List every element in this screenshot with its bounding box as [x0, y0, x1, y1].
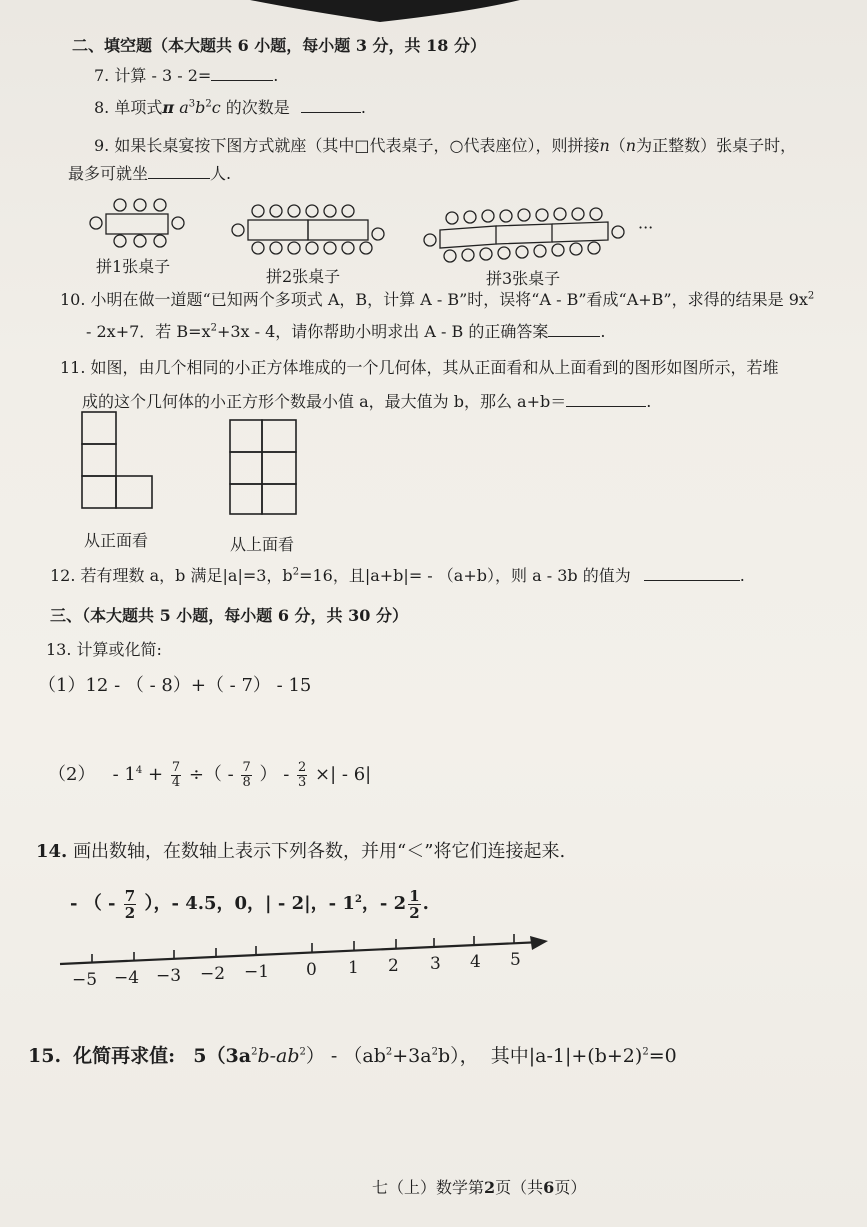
- tick-label: 1: [348, 958, 359, 978]
- question-10-line1: 10. 小明在做一道题“已知两个多项式 A，B，计算 A - B”时，误将“A - B”看成“A+B”，求得的结果是 $9x^2$: [60, 290, 815, 309]
- question-11-line2: 成的这个几何体的小正方形个数最小值 a，最大值为 b，那么 a+b＝ .: [82, 392, 652, 411]
- question-14-title: 14. 画出数轴，在数轴上表示下列各数，并用“＜”将它们连接起来.: [36, 841, 566, 862]
- question-9-line2: 最多可就坐 人.: [68, 164, 232, 183]
- question-13-part1: （1）12 - （ - 8）+（ - 7） - 15: [38, 675, 312, 696]
- tick-label: 0: [306, 960, 317, 980]
- top-view-figure: [228, 418, 308, 518]
- top-view-label: 从上面看: [230, 535, 295, 554]
- figure-2-label: 拼2张桌子: [266, 267, 341, 286]
- question-14-numbers: - （ - $\frac{7}{2}$ ），- 4.5，0，| - 2|，- $1^2$，- 2 $\frac{1}{2}$ .: [70, 886, 429, 922]
- tick-label: 3: [430, 954, 441, 974]
- question-12: 12. 若有理数 a，b 满足|a|=3，$b^2=16$，且|a+b|= - （a+b），则 a - 3b 的值为 .: [50, 566, 745, 585]
- tick-label: −1: [244, 962, 270, 982]
- tick-label: −3: [156, 966, 182, 986]
- section3-title: 三、（本大题共 5 小题，每小题 6 分，共 30 分）: [50, 606, 408, 625]
- table-figure-2: [230, 204, 390, 254]
- question-10-line2: - 2x+7．若 $B=x^2+3x - 4$，请你帮助小明求出 A - B 的正确答案 .: [86, 322, 606, 341]
- tick-label: −2: [200, 964, 226, 984]
- top-shadow: [0, 0, 867, 30]
- question-11-line1: 11. 如图，由几个相同的小正方体堆成的一个几何体，其从正面看和从上面看到的图形如图所示，若堆: [60, 358, 779, 377]
- tick-label: 2: [388, 956, 399, 976]
- question-8: 8. 单项式π $a^3b^2c$ 的次数是 .: [94, 98, 366, 117]
- number-line: [60, 930, 560, 960]
- tick-label: 4: [470, 952, 481, 972]
- section2-title: 二、填空题（本大题共 6 小题，每小题 3 分，共 18 分）: [72, 36, 486, 55]
- question-15: 15. 化简再求值: $5(3a^2b-ab^2) - (ab^2+3a^2b)$， 其中$|a-1|+(b+2)^2=0$: [28, 1045, 677, 1067]
- question-9-line1: 9. 如果长桌宴按下图方式就座（其中□代表桌子，○代表座位），则拼接n（n为正整数）张桌子时，: [94, 136, 797, 155]
- figure-ellipsis: ···: [638, 218, 654, 237]
- figure-1-label: 拼1张桌子: [96, 257, 171, 276]
- table-figure-1: [86, 196, 196, 246]
- tick-label: 5: [510, 950, 521, 970]
- question-13-title: 13. 计算或化简:: [46, 640, 162, 659]
- figure-3-label: 拼3张桌子: [486, 269, 561, 288]
- page-footer: 七（上）数学第2页（共6页）: [372, 1178, 587, 1197]
- tick-label: −5: [72, 970, 98, 990]
- question-7: 7. 计算 - 3 - 2= .: [94, 66, 279, 85]
- front-view-figure: [80, 410, 160, 510]
- tick-label: −4: [114, 968, 140, 988]
- question-13-part2: （2） - $1^4$ + $\frac{7}{4}$ ÷（ - $\frac{7}{8}$ ） - $\frac{2}{3}$ ×| - 6|: [48, 759, 372, 790]
- front-view-label: 从正面看: [84, 531, 149, 550]
- table-figure-3: [422, 206, 632, 262]
